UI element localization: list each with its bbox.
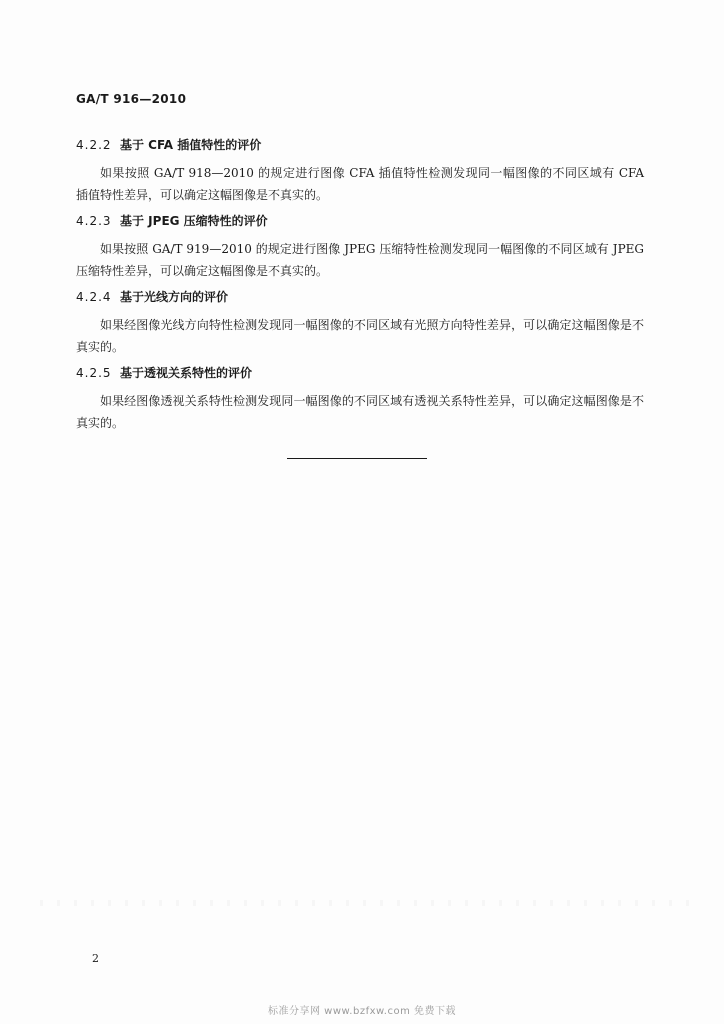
section-title: 基于 CFA 插值特性的评价 — [120, 138, 262, 152]
section-heading — [76, 212, 644, 230]
section-body: 如果经图像透视关系特性检测发现同一幅图像的不同区域有透视关系特性差异，可以确定这幅图像是不真实的。 — [76, 394, 644, 430]
section-number: 4.2.2 — [76, 138, 112, 152]
section-number: 4.2.5 — [76, 366, 112, 380]
section-4-2-3 — [76, 212, 644, 282]
end-rule — [287, 458, 427, 459]
section-body: 如果按照 GA/T 919—2010 的规定进行图像 JPEG 压缩特性检测发现同一幅图像的不同区域有 JPEG 压缩特性差异，可以确定这幅图像是不真实的。 — [76, 242, 644, 278]
section-body: 如果按照 GA/T 918—2010 的规定进行图像 CFA 插值特性检测发现同一幅图像的不同区域有 CFA 插值特性差异，可以确定这幅图像是不真实的。 — [76, 166, 644, 202]
section-title: 基于光线方向的评价 — [120, 290, 229, 304]
standard-code: GA/T 916—2010 — [76, 92, 187, 106]
section-number: 4.2.4 — [76, 290, 112, 304]
section-4-2-2 — [76, 136, 644, 206]
section-number: 4.2.3 — [76, 214, 112, 228]
section-4-2-4 — [76, 288, 644, 358]
watermark: 标准分享网 www.bzfxw.com 免费下载 — [268, 1006, 456, 1017]
section-body: 如果经图像光线方向特性检测发现同一幅图像的不同区域有光照方向特性差异，可以确定这幅图像是不真实的。 — [76, 318, 644, 354]
section-title: 基于透视关系特性的评价 — [120, 366, 253, 380]
section-heading — [76, 288, 644, 306]
scan-noise — [40, 900, 700, 906]
section-4-2-5 — [76, 364, 644, 434]
section-heading — [76, 364, 644, 382]
page-number: 2 — [92, 952, 99, 965]
section-title: 基于 JPEG 压缩特性的评价 — [120, 214, 268, 228]
section-heading — [76, 136, 644, 154]
